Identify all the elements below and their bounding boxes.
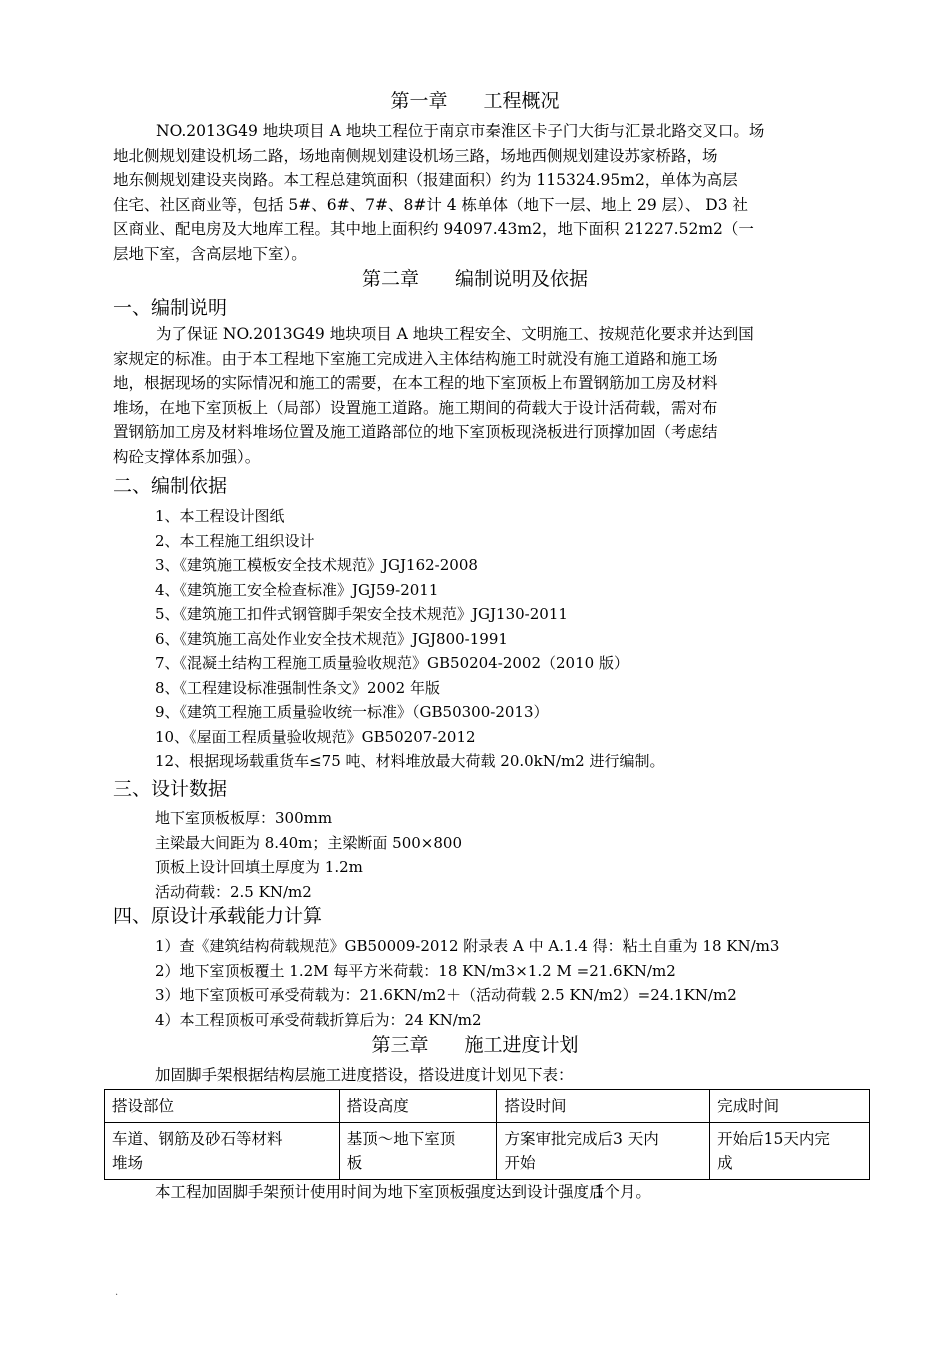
- table-header-row: [105, 1090, 870, 1123]
- table-cell-line: 开始后15天内完: [717, 1130, 830, 1148]
- list-item: 3）地下室顶板可承受荷载为：21.6KN/m2＋（活动荷载 2.5 KN/m2）=24.1KN/m2: [155, 986, 737, 1004]
- list-item: 活动荷载：2.5 KN/m2: [155, 882, 312, 901]
- overview-line: NO.2013G49 地块项目 A 地块工程位于南京市秦淮区卡子门大街与汇景北路交叉口。场: [156, 122, 765, 140]
- list-item: 6、《建筑施工高处作业安全技术规范》JGJ800-1991: [155, 629, 508, 648]
- list-item: 7、《混凝土结构工程施工质量验收规范》GB50204-2002（2010 版）: [155, 654, 629, 672]
- footer-dot: .: [115, 1287, 119, 1298]
- table-cell-line: 板: [346, 1154, 363, 1172]
- overview-line: 区商业、配电房及大地库工程。其中地上面积约 94097.43m2，地下面积 21227.52m2（一: [113, 220, 754, 238]
- table-header-cell: 搭设时间: [497, 1090, 710, 1123]
- closing-text: 本工程加固脚手架预计使用时间为地下室顶板强度达到设计强度后: [155, 1183, 605, 1201]
- chapter-1-number: 第一章: [390, 90, 448, 112]
- chapter-1-heading: [0, 89, 950, 113]
- section-1-line: 为了保证 NO.2013G49 地块项目 A 地块工程安全、文明施工、按规范化要求并达到国: [156, 325, 754, 343]
- calc-list: [155, 934, 779, 1032]
- section-1-line: 置钢筋加工房及材料堆场位置及施工道路部位的地下室顶板现浇板进行顶撑加固（考虑结: [113, 423, 718, 441]
- overview-line: 住宅、社区商业等，包括 5#、6#、7#、8#计 4 栋单体（地下一层、地上 29 层）、 D3 社: [113, 195, 749, 214]
- section-1-line: 地，根据现场的实际情况和施工的需要，在本工程的地下室顶板上布置钢筋加工房及材料: [113, 374, 718, 392]
- basis-list: [155, 504, 664, 774]
- section-4-heading: 四、原设计承载能力计算: [113, 905, 323, 927]
- design-data-list: [155, 806, 462, 904]
- table-cell: [339, 1123, 497, 1180]
- list-item: 8、《工程建设标准强制性条文》2002 年版: [155, 678, 440, 697]
- table-cell-line: 基顶～地下室顶: [346, 1130, 456, 1148]
- section-2-heading: 二、编制依据: [113, 475, 228, 497]
- list-item: 2）地下室顶板覆土 1.2M 每平方米荷载：18 KN/m3×1.2 M =21.6KN/m2: [155, 961, 676, 980]
- chapter-2-title: 编制说明及依据: [455, 268, 589, 290]
- chapter-2-heading: [0, 267, 950, 291]
- overview-line: 层地下室，含高层地下室）。: [113, 244, 307, 263]
- list-item: 9、《建筑工程施工质量验收统一标准》（GB50300-2013）: [155, 703, 549, 721]
- closing-tail: 1个月。: [594, 1183, 651, 1201]
- section-1-line: 堆场，在地下室顶板上（局部）设置施工道路。施工期间的荷载大于设计活荷载，需对布: [113, 398, 718, 417]
- overview-line: 地北侧规划建设机场二路，场地南侧规划建设机场三路，场地西侧规划建设苏家桥路，场: [113, 146, 718, 165]
- section-1-line: 构砼支撑体系加强）。: [113, 447, 261, 466]
- schedule-table: [104, 1089, 870, 1180]
- table-header-cell: 搭设部位: [105, 1090, 340, 1123]
- table-cell-line: 成: [717, 1154, 733, 1172]
- table-header-cell: 搭设高度: [339, 1090, 497, 1123]
- chapter-2-number: 第二章: [361, 268, 419, 290]
- list-item: 12、根据现场载重货车≤75 吨、材料堆放最大荷载 20.0kN/m2 进行编制。: [155, 752, 665, 770]
- list-item: 2、本工程施工组织设计: [155, 531, 315, 550]
- overview-paragraph: [113, 119, 873, 266]
- table-intro: 加固脚手架根据结构层施工进度搭设，搭设进度计划见下表：: [155, 1066, 574, 1084]
- chapter-3-number: 第三章: [371, 1034, 429, 1056]
- table-cell: [710, 1123, 870, 1180]
- table-cell: [497, 1123, 710, 1180]
- list-item: 3、《建筑施工模板安全技术规范》JGJ162-2008: [155, 556, 478, 574]
- list-item: 10、《屋面工程质量验收规范》GB50207-2012: [155, 727, 476, 746]
- list-item: 1、本工程设计图纸: [155, 507, 285, 525]
- chapter-3-heading: [0, 1033, 950, 1057]
- table-cell-line: 车道、钢筋及砂石等材料: [112, 1130, 283, 1148]
- closing-sentence: [155, 1180, 651, 1204]
- list-item: 地下室顶板板厚：300mm: [155, 809, 333, 827]
- section-1-paragraph: [113, 322, 873, 469]
- section-3-heading: 三、设计数据: [113, 778, 228, 800]
- section-1-line: 家规定的标准。由于本工程地下室施工完成进入主体结构施工时就没有施工道路和施工场: [113, 349, 718, 368]
- table-cell-line: 方案审批完成后3 天内: [504, 1130, 659, 1148]
- table-cell-line: 开始: [504, 1154, 536, 1172]
- list-item: 4、《建筑施工安全检查标准》JGJ59-2011: [155, 580, 439, 599]
- list-item: 顶板上设计回填土厚度为 1.2m: [155, 858, 363, 876]
- table-row: [105, 1123, 870, 1180]
- list-item: 5、《建筑施工扣件式钢管脚手架安全技术规范》JGJ130-2011: [155, 605, 568, 623]
- table-cell-line: 堆场: [112, 1154, 144, 1172]
- overview-line: 地东侧规划建设夹岗路。本工程总建筑面积（报建面积）约为 115324.95m2，单体为高层: [113, 171, 738, 189]
- chapter-1-title: 工程概况: [483, 90, 560, 112]
- table-header-cell: 完成时间: [710, 1090, 870, 1123]
- chapter-3-title: 施工进度计划: [464, 1034, 579, 1056]
- section-1-heading: 一、编制说明: [113, 297, 228, 319]
- list-item: 1）查《建筑结构荷载规范》GB50009-2012 附录表 A 中 A.1.4 得：粘土自重为 18 KN/m3: [155, 937, 780, 955]
- list-item: 4）本工程顶板可承受荷载折算后为：24 KN/m2: [155, 1010, 482, 1029]
- list-item: 主梁最大间距为 8.40m；主梁断面 500×800: [155, 833, 462, 852]
- table-cell: [105, 1123, 340, 1180]
